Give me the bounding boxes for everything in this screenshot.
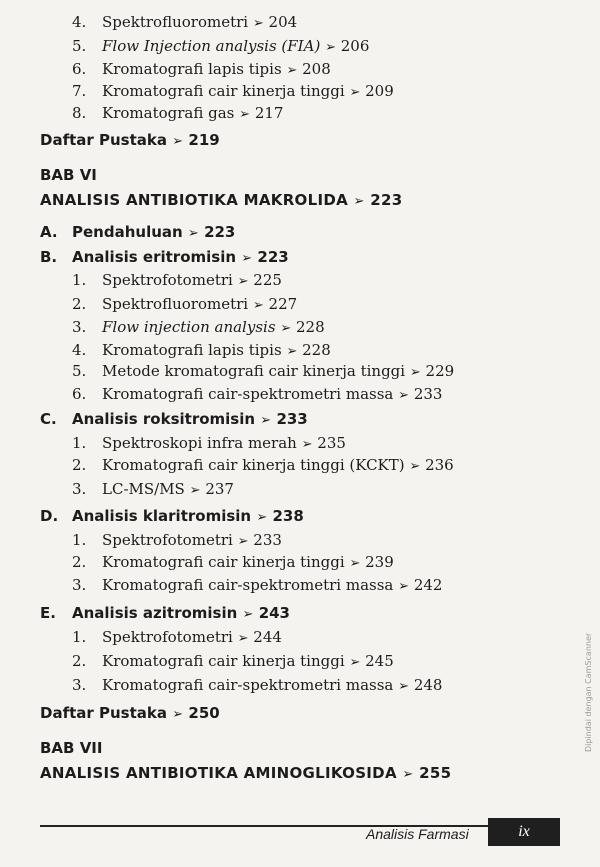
toc-item: 3. Flow injection analysis ➢ 228 <box>72 318 325 336</box>
arrow-icon: ➢ <box>241 251 253 266</box>
arrow-icon: ➢ <box>349 85 361 100</box>
section-heading: C. Analisis roksitromisin ➢ 233 <box>40 410 308 428</box>
arrow-icon: ➢ <box>239 107 251 122</box>
arrow-icon: ➢ <box>172 707 184 722</box>
arrow-icon: ➢ <box>286 63 298 78</box>
arrow-icon: ➢ <box>242 607 254 622</box>
toc-item: 3. Kromatografi cair-spektrometri massa ➢ 248 <box>72 676 443 694</box>
toc-item: 3. Kromatografi cair-spektrometri massa ➢ 242 <box>72 576 443 594</box>
arrow-icon: ➢ <box>237 534 249 549</box>
toc-item: 6. Kromatografi lapis tipis ➢ 208 <box>72 60 331 78</box>
arrow-icon: ➢ <box>353 194 365 209</box>
toc-item: 1. Spektroskopi infra merah ➢ 235 <box>72 434 346 452</box>
arrow-icon: ➢ <box>409 459 421 474</box>
footer-book-title: Analisis Farmasi <box>366 826 469 842</box>
daftar-pustaka-heading: Daftar Pustaka ➢ 250 <box>40 704 220 722</box>
scanner-watermark: Dipindai dengan CamScanner <box>584 632 593 752</box>
arrow-icon: ➢ <box>280 321 292 336</box>
toc-item: 5. Flow Injection analysis (FIA) ➢ 206 <box>72 37 370 55</box>
arrow-icon: ➢ <box>409 365 421 380</box>
arrow-icon: ➢ <box>402 767 414 782</box>
section-heading: A. Pendahuluan ➢ 223 <box>40 223 236 241</box>
toc-item: 2. Kromatografi cair kinerja tinggi (KCKT) ➢ 236 <box>72 456 454 474</box>
toc-item: 3. LC-MS/MS ➢ 237 <box>72 480 234 498</box>
toc-item: 2. Spektrofluorometri ➢ 227 <box>72 295 298 313</box>
arrow-icon: ➢ <box>187 226 199 241</box>
arrow-icon: ➢ <box>252 16 264 31</box>
arrow-icon: ➢ <box>252 298 264 313</box>
section-heading: E. Analisis azitromisin ➢ 243 <box>40 604 290 622</box>
arrow-icon: ➢ <box>286 344 298 359</box>
arrow-icon: ➢ <box>237 274 249 289</box>
arrow-icon: ➢ <box>349 556 361 571</box>
daftar-pustaka-heading: Daftar Pustaka ➢ 219 <box>40 131 220 149</box>
toc-item: 1. Spektrofotometri ➢ 244 <box>72 628 282 646</box>
arrow-icon: ➢ <box>349 655 361 670</box>
arrow-icon: ➢ <box>325 40 336 55</box>
chapter-label: BAB VI <box>40 166 97 184</box>
arrow-icon: ➢ <box>398 388 410 403</box>
arrow-icon: ➢ <box>260 413 272 428</box>
chapter-title: ANALISIS ANTIBIOTIKA MAKROLIDA ➢ 223 <box>40 191 403 209</box>
toc-item: 4. Spektrofluorometri ➢ 204 <box>72 13 298 31</box>
arrow-icon: ➢ <box>398 579 410 594</box>
chapter-label: BAB VII <box>40 739 103 757</box>
arrow-icon: ➢ <box>237 631 249 646</box>
toc-item: 1. Spektrofotometri ➢ 225 <box>72 271 282 289</box>
toc-item: 6. Kromatografi cair-spektrometri massa ➢ 233 <box>72 385 443 403</box>
arrow-icon: ➢ <box>398 679 410 694</box>
section-heading: D. Analisis klaritromisin ➢ 238 <box>40 507 304 525</box>
toc-item: 2. Kromatografi cair kinerja tinggi ➢ 239 <box>72 553 394 571</box>
arrow-icon: ➢ <box>256 510 268 525</box>
toc-item: 5. Metode kromatografi cair kinerja tinggi ➢ 229 <box>72 362 455 380</box>
section-heading: B. Analisis eritromisin ➢ 223 <box>40 248 289 266</box>
toc-item: 4. Kromatografi lapis tipis ➢ 228 <box>72 341 331 359</box>
toc-item: 1. Spektrofotometri ➢ 233 <box>72 531 282 549</box>
chapter-title: ANALISIS ANTIBIOTIKA AMINOGLIKOSIDA ➢ 255 <box>40 764 452 782</box>
toc-item: 8. Kromatografi gas ➢ 217 <box>72 104 284 122</box>
arrow-icon: ➢ <box>172 134 184 149</box>
arrow-icon: ➢ <box>189 483 201 498</box>
toc-item: 2. Kromatografi cair kinerja tinggi ➢ 245 <box>72 652 394 670</box>
footer-page-number: ix <box>488 818 560 846</box>
arrow-icon: ➢ <box>301 437 313 452</box>
toc-item: 7. Kromatografi cair kinerja tinggi ➢ 209 <box>72 82 394 100</box>
